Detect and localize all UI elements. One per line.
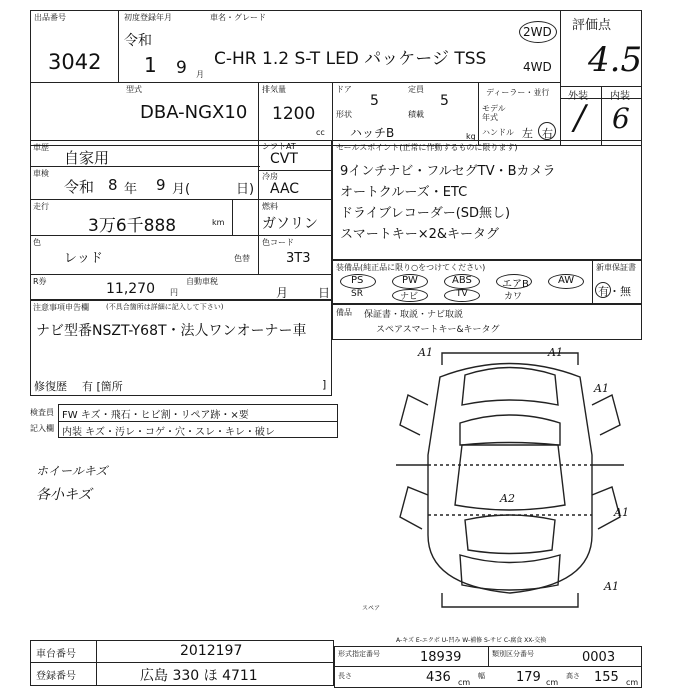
chip-aw-label: AW (558, 275, 575, 286)
mileage-unit: km (212, 218, 225, 227)
handwritten-note: 各小キズ (36, 487, 92, 503)
notes-sub-label: (不具合箇所は詳細に記入して下さい) (106, 303, 224, 311)
first-reg-label: 初度登録年月 (124, 13, 172, 22)
usage-label: 車歴 (33, 143, 49, 152)
damage-mark: A2 (500, 492, 515, 505)
cert-row-line (334, 666, 642, 667)
tax-day-unit: 日 (318, 286, 331, 300)
col-line (232, 199, 233, 235)
accessories-label: 備品 (336, 308, 352, 317)
mileage-label: 走行 (33, 202, 49, 211)
repair-label: 修復歴 (34, 380, 67, 393)
damage-mark: A1 (614, 506, 629, 519)
height-value: 155 (594, 670, 619, 685)
color-label: 色 (33, 238, 41, 247)
fuel-label: 燃料 (262, 202, 278, 211)
sales-point-item: 9インチナビ・フルセグTV・Bカメラ (340, 164, 556, 179)
dealer-label: ディーラー・並行 (486, 88, 550, 97)
usage: 自家用 (64, 149, 110, 167)
load-label: 積載 (408, 110, 424, 119)
sales-points-label: セールスポイント(正常に作動するものに限ります) (336, 143, 518, 152)
length-label: 長さ (338, 672, 352, 680)
accessories-line2: スペアスマートキー&キータグ (376, 325, 500, 335)
model-code-label: 型式 (126, 85, 142, 94)
notes-label: 注意事項申告欄 (33, 303, 89, 312)
model-divider (258, 82, 259, 146)
recycle-unit: 円 (170, 288, 178, 297)
model-name: C-HR 1.2 S-T LED パッケージ TSS (214, 49, 487, 69)
recycle-amount: 11,270 (106, 281, 155, 297)
row-line (30, 274, 332, 275)
damage-mark: A1 (418, 346, 433, 359)
exterior-label: 外装 (568, 91, 588, 102)
width-value: 179 (516, 670, 541, 685)
inspection-era: 令和 (64, 178, 95, 196)
cert-col-line (488, 646, 489, 666)
mileage: 3万6千888 (88, 216, 177, 236)
displacement-unit: cc (316, 128, 325, 137)
load-unit: kg (466, 132, 476, 141)
warranty-value: 有・無 (598, 285, 631, 298)
length-value: 436 (426, 670, 451, 685)
ac: AAC (270, 181, 300, 197)
color: レッド (64, 251, 103, 266)
drive-4wd: 4WD (523, 60, 552, 74)
recycle-label: R券 (33, 277, 47, 286)
inspector-fw-line: FW キズ・飛石・ヒビ割・リペア跡・×要 (62, 410, 249, 421)
inspection-month: 9 (156, 176, 166, 194)
shift: CVT (270, 151, 298, 167)
tax-label: 自動車税 (186, 277, 218, 286)
reg-month: 9 (176, 58, 187, 78)
grade-split-line (601, 86, 602, 146)
dealer-divider (478, 82, 479, 146)
inspection-year-unit: 年 (124, 182, 138, 197)
damage-mark: A1 (548, 346, 563, 359)
chip-tv-label: TV (456, 289, 468, 299)
lot-label: 出品番号 (34, 13, 66, 22)
chassis-label: 車台番号 (36, 649, 76, 660)
displacement: 1200 (272, 104, 316, 124)
chip-abs-label: ABS (452, 275, 472, 286)
chassis-row-line (30, 662, 334, 663)
doors: 5 (370, 93, 379, 109)
equipment-label: 装備品(純正品に限り○をつけてください) (336, 263, 486, 272)
row-line (30, 235, 332, 236)
chip-sr-label: SR (351, 289, 363, 299)
color-change-label: 色替 (234, 254, 250, 263)
chip-leather-label: カワ (504, 292, 523, 302)
inspection-year: 8 (108, 176, 118, 194)
cert-number: 18939 (420, 650, 462, 665)
name-grade-label: 車名・グレード (210, 13, 266, 22)
displacement-divider (332, 82, 333, 146)
handle-right: 右 (542, 127, 553, 140)
reg-month-unit: 月 (196, 70, 204, 79)
model-year-label: モデル年式 (482, 104, 506, 122)
warranty-label: 新車保証書 (596, 263, 636, 272)
lot-number: 3042 (48, 50, 102, 74)
handwritten-note: ホイールキズ (36, 464, 108, 478)
class-label: 類別区分番号 (492, 650, 534, 658)
body: ハッチB (350, 126, 395, 140)
chip-ps-label: PS (351, 275, 364, 286)
color-code: 3T3 (286, 251, 311, 266)
accessories-line1: 保証書・取説・ナビ取説 (364, 310, 464, 320)
capacity-label: 定員 (408, 85, 424, 94)
row-line (30, 199, 332, 200)
exterior-grade: / (574, 98, 586, 138)
color-code-label: 色コード (262, 238, 294, 247)
doors-label: ドア (336, 85, 352, 94)
chip-airbag-label: エアB (502, 279, 529, 290)
chassis-number: 2012197 (180, 643, 243, 659)
col-line (258, 235, 259, 274)
handle-left: 左 (522, 127, 533, 140)
width-unit: cm (546, 678, 559, 687)
score-divider (560, 10, 561, 146)
warranty-divider (592, 260, 593, 304)
model-code: DBA-NGX10 (140, 102, 248, 123)
inspector-label-2: 記入欄 (30, 424, 54, 433)
inspection-month-unit: 月( (172, 182, 191, 197)
repair-value: 有 [箇所 (82, 380, 123, 393)
height-unit: cm (626, 678, 639, 687)
width-label: 幅 (478, 672, 485, 680)
score-label: 評価点 (572, 18, 612, 33)
cert-label: 形式指定番号 (338, 650, 380, 658)
ac-label: 冷房 (262, 172, 278, 181)
inspection-day-unit: 日) (236, 182, 255, 197)
interior-grade: 6 (612, 102, 630, 135)
body-label: 形状 (336, 110, 352, 119)
header-bottom-line (30, 82, 560, 83)
lot-divider (118, 10, 119, 82)
fuel: ガソリン (262, 216, 318, 232)
sales-points-frame (332, 140, 642, 260)
reg-era: 令和 (124, 33, 152, 49)
chip-pw-label: PW (402, 275, 418, 286)
sales-point-item: スマートキー×2&キータグ (340, 227, 500, 242)
displacement-label: 排気量 (262, 85, 286, 94)
interior-label: 内装 (610, 91, 630, 102)
shift-label: シフトAT (262, 142, 296, 151)
notes-text: ナビ型番NSZT-Y68T・法人ワンオーナー車 (36, 323, 307, 339)
reg-number: 広島 330 ほ 4711 (140, 668, 258, 684)
row-line (258, 170, 332, 171)
inspection-label: 車検 (33, 169, 49, 178)
class-number: 0003 (582, 650, 616, 665)
chassis-col-line (96, 640, 97, 686)
inspector-label-1: 検査員 (30, 408, 54, 417)
col-line (258, 140, 259, 235)
height-label: 高さ (566, 672, 580, 680)
sales-point-item: オートクルーズ・ETC (340, 185, 468, 200)
handle-label: ハンドル (482, 128, 514, 137)
equipment-chips-row1 (340, 274, 590, 290)
reg-year: 1 (144, 53, 157, 77)
spare-label: スペア (362, 605, 381, 612)
length-unit: cm (458, 678, 471, 687)
equipment-chips-row2 (340, 289, 590, 303)
damage-mark: A1 (604, 580, 619, 593)
tax-month-unit: 月 (276, 286, 289, 300)
damage-legend: A-キズ E-エクボ U-凹み W-補修 S-サビ C-腐食 XX-交換 (396, 637, 547, 644)
damage-mark: A1 (594, 382, 609, 395)
chip-navi-label: ナビ (400, 292, 419, 302)
reg-label: 登録番号 (36, 671, 76, 682)
sales-point-item: ドライブレコーダー(SD無し) (340, 206, 511, 221)
notes-frame (30, 300, 332, 396)
repair-close: ] (322, 378, 327, 391)
capacity: 5 (440, 93, 449, 109)
score-value: 4.5 (588, 40, 643, 80)
inspector-row-line (58, 421, 338, 422)
drive-2wd: 2WD (523, 25, 552, 39)
inspector-interior-line: 内装 キズ・汚レ・コゲ・穴・スレ・キレ・破レ (62, 427, 275, 438)
